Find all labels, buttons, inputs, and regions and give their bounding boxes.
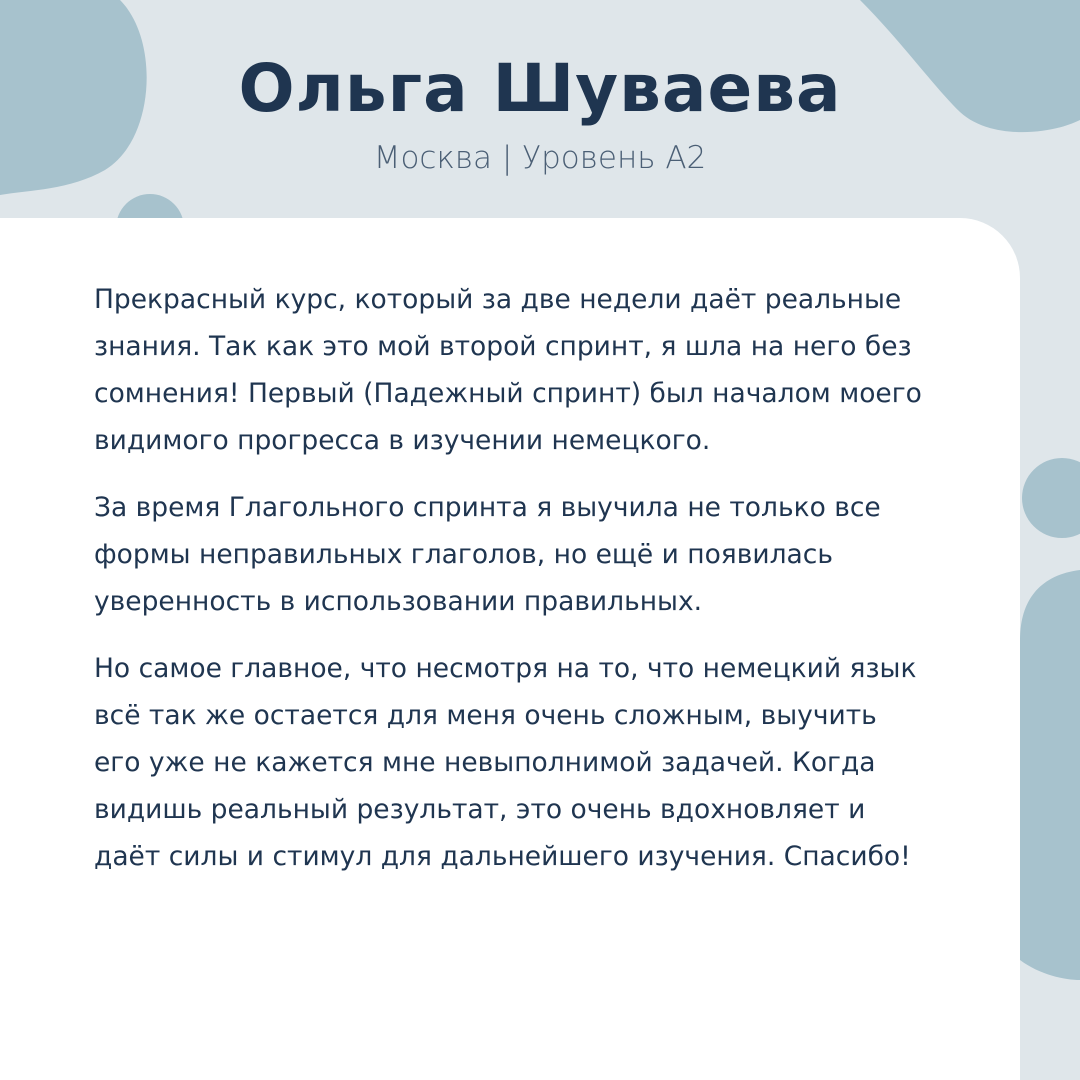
review-paragraph-3: Но самое главное, что несмотря на то, что немецкий язык всё так же остается для меня очень сложным, выучить его уже не кажется мне невыполнимой задачей. Когда видишь реальный результат, это очень вдохновляет и даёт силы и стимул для дальнейшего изучения. Спасибо! [94, 653, 917, 872]
reviewer-name: Ольга Шуваева [238, 50, 842, 127]
header [0, 46, 1080, 180]
blob-right-lower [1020, 570, 1080, 980]
review-paragraph-2: За время Глагольного спринта я выучила не только все формы неправильных глаголов, но ещё и появилась уверенность в использовании правильных. [94, 492, 881, 617]
blob-right-middle [1022, 458, 1080, 538]
review-text [94, 276, 924, 900]
review-paragraph-1: Прекрасный курс, который за две недели даёт реальные знания. Так как это мой второй спринт, я шла на него без сомнения! Первый (Падежный спринт) был началом моего видимого прогресса в изучении немецкого. [94, 284, 922, 456]
reviewer-subtitle: Москва | Уровень А2 [373, 140, 707, 176]
